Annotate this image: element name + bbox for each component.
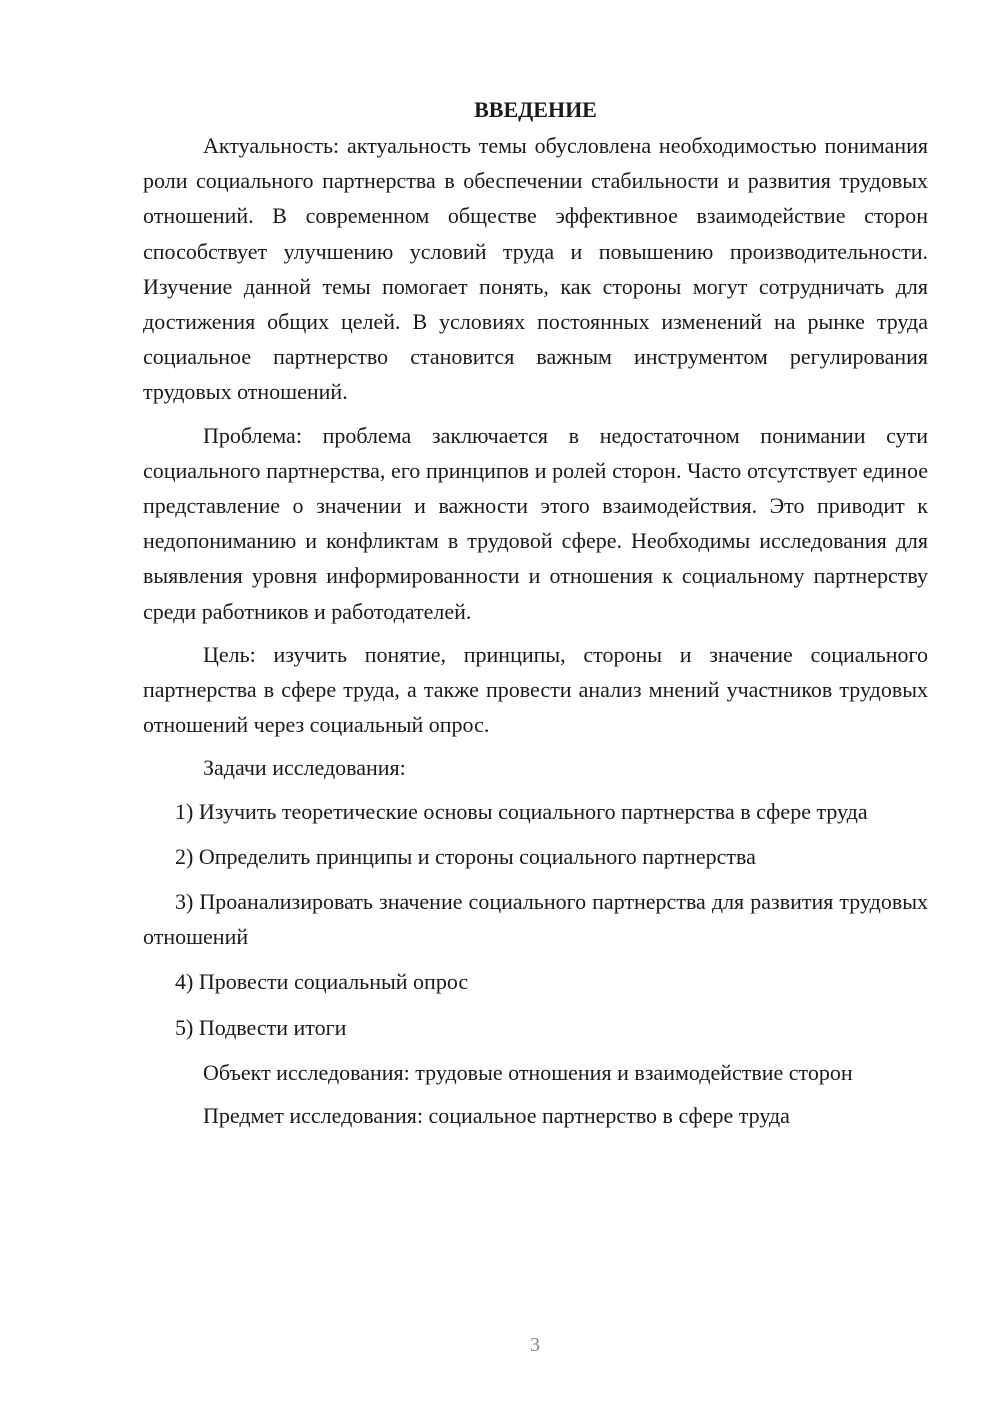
document-page — [143, 94, 928, 1141]
research-object-paragraph: Объект исследования: трудовые отношения и взаимодействие сторон — [203, 1059, 853, 1085]
goal-paragraph: Цель: изучить понятие, принципы, стороны и значение социального партнерства в сфере труда, а также провести анализ мнений участников трудовых отношений через социальный опрос. — [143, 641, 928, 738]
task-item-5: 5) Подвести итоги — [175, 1014, 347, 1040]
task-item-4: 4) Провести социальный опрос — [175, 969, 469, 995]
tasks-heading: Задачи исследования: — [203, 755, 406, 781]
task-item-2: 2) Определить принципы и стороны социального партнерства — [175, 843, 756, 869]
page-title: ВВЕДЕНИЕ — [474, 97, 597, 122]
task-item-1: 1) Изучить теоретические основы социального партнерства в сфере труда — [175, 798, 868, 824]
relevance-paragraph: Актуальность: актуальность темы обусловлена необходимостью понимания роли социального партнерства в обеспечении стабильности и развития трудовых отношений. В современном обществе эффективное взаимодействие сторон способствует улучшению условий труда и повышению производительности. Изучение данной темы помогает понять, как стороны могут сотрудничать для достижения общих целей. В условиях постоянных изменений на рынке труда социальное партнерство становится важным инструментом регулирования трудовых отношений. — [143, 133, 928, 405]
problem-paragraph: Проблема: проблема заключается в недостаточном понимании сути социального партнерства, его принципов и ролей сторон. Часто отсутствует единое представление о значении и важности этого взаимодействия. Это приводит к недопониманию и конфликтам в трудовой сфере. Необходимы исследования для выявления уровня информированности и отношения к социальному партнерству среди работников и работодателей. — [143, 422, 928, 624]
page-number: 3 — [530, 1334, 540, 1356]
task-item-3: 3) Проанализировать значение социального партнерства для развития трудовых отношений — [143, 889, 928, 950]
research-subject-paragraph: Предмет исследования: социальное партнерство в сфере труда — [203, 1103, 790, 1129]
